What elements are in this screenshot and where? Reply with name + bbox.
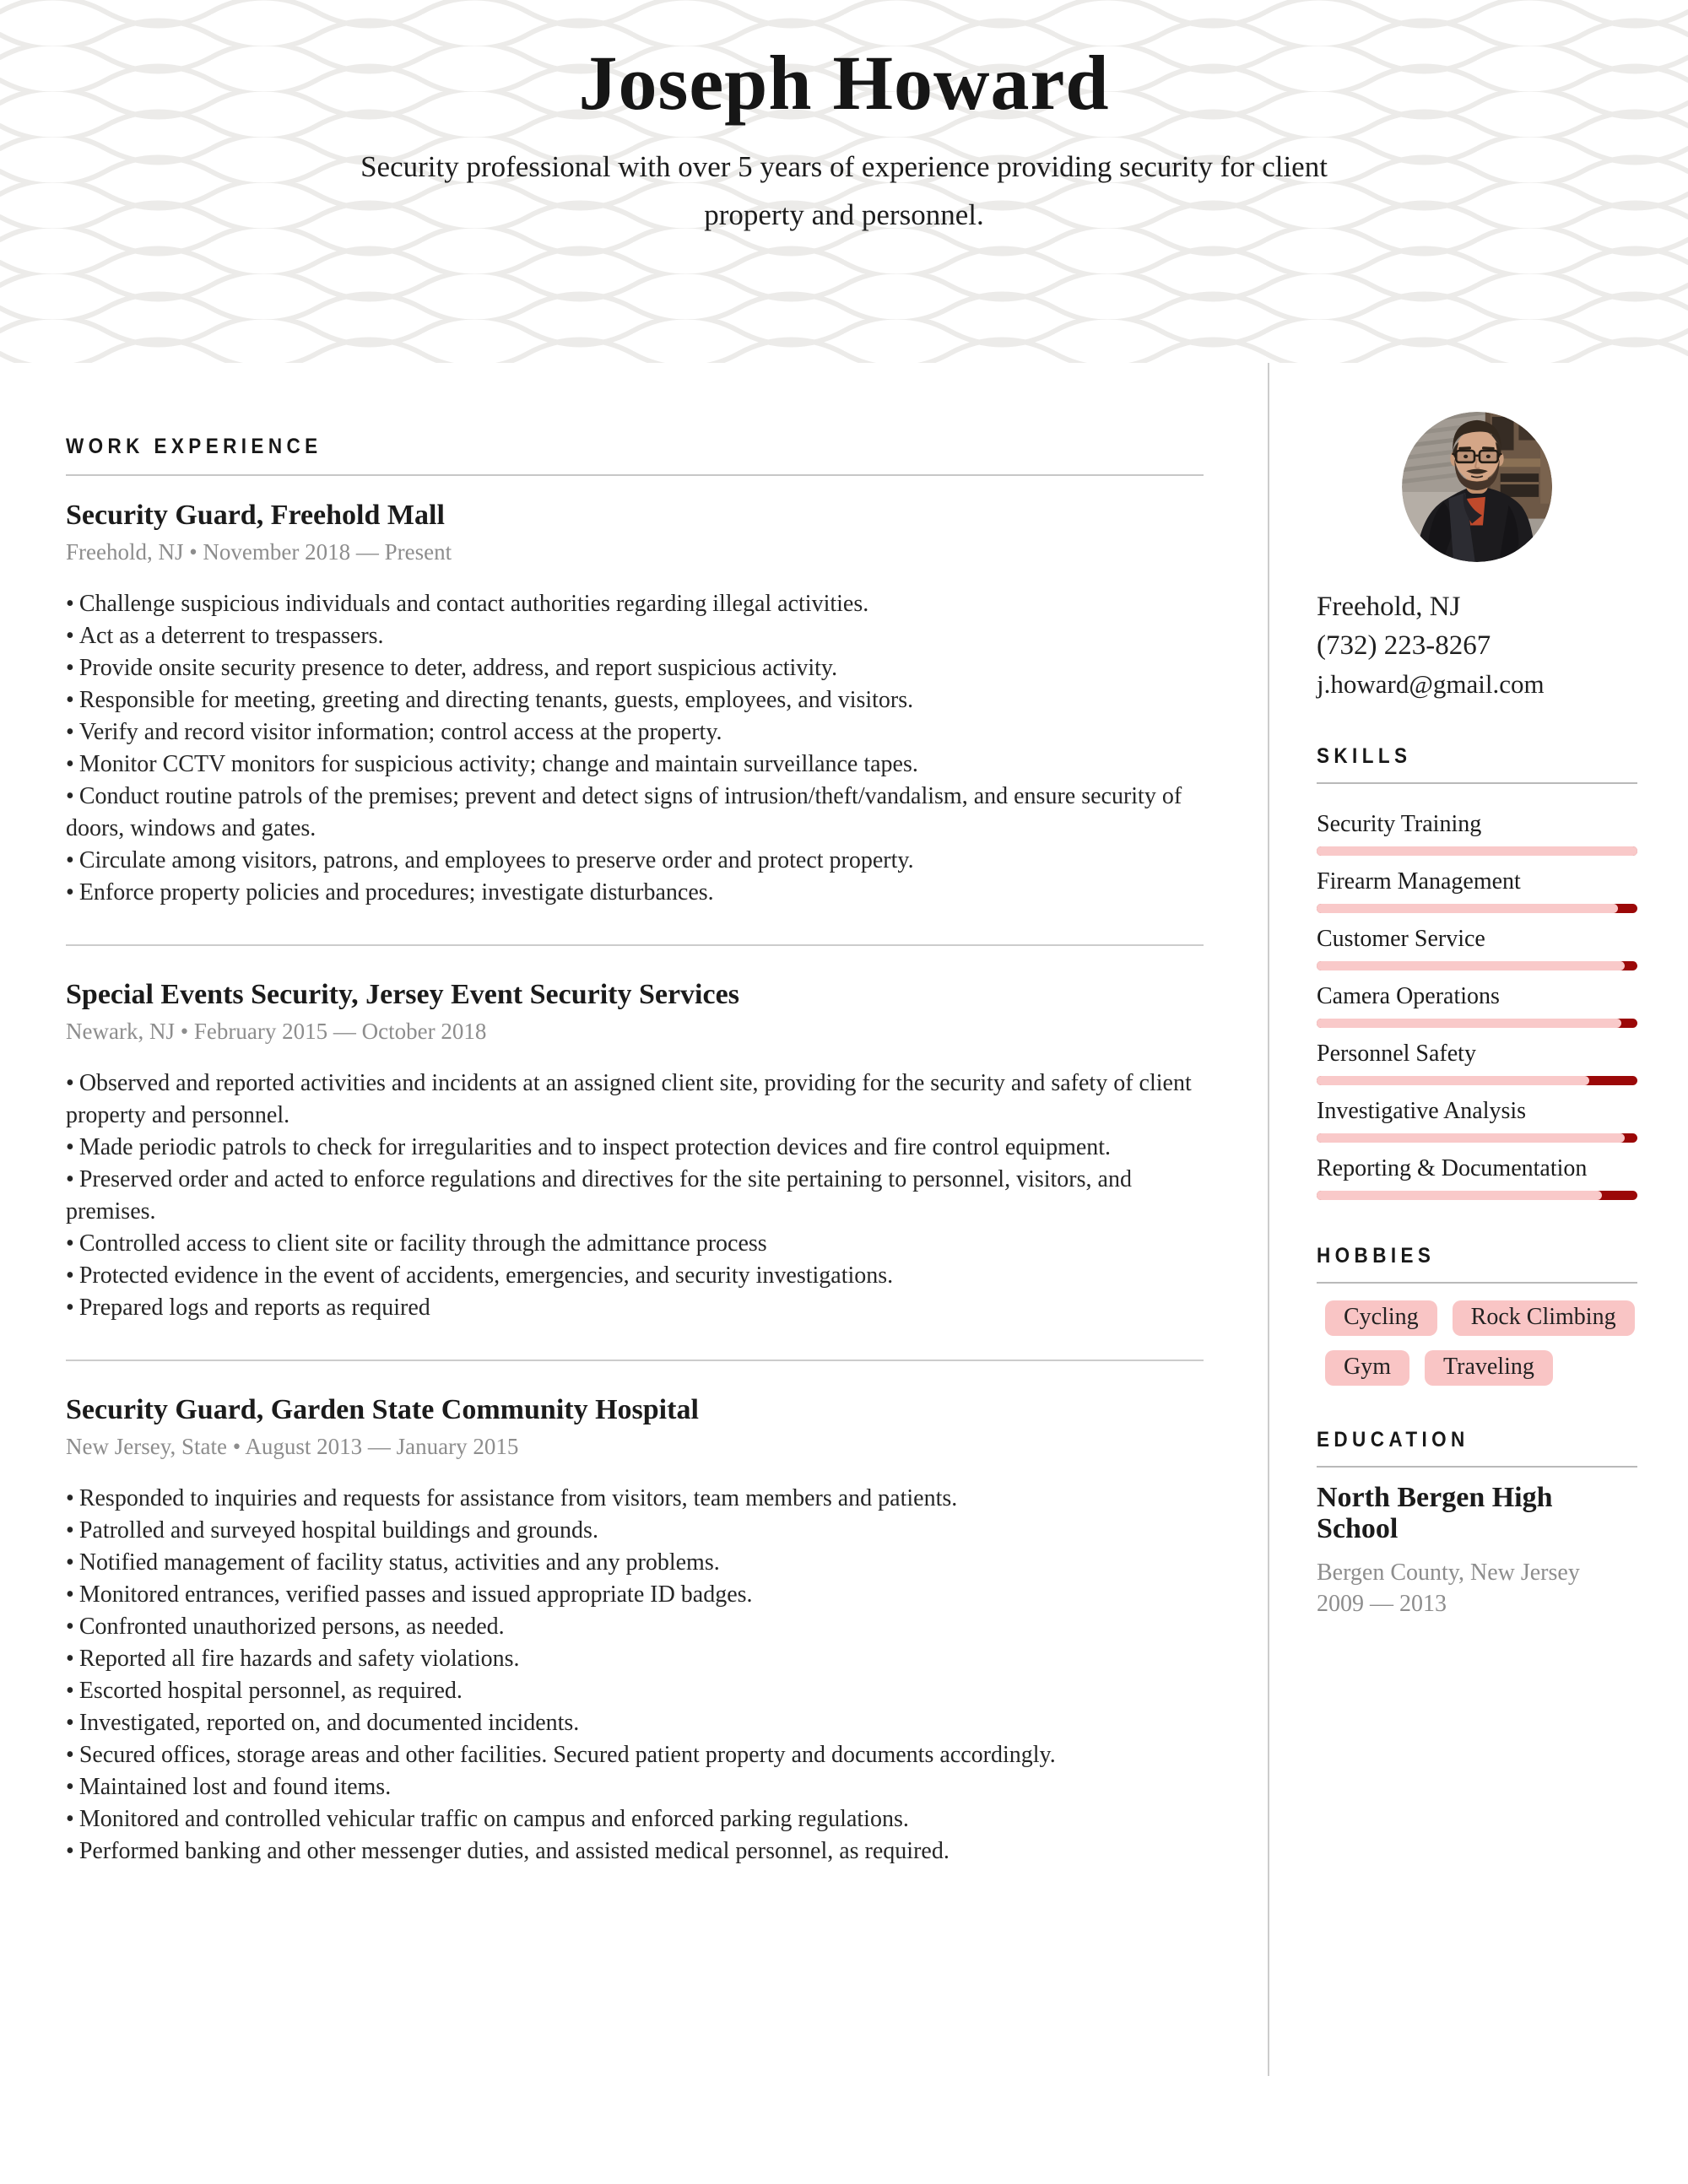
avatar-wrap — [1317, 412, 1637, 562]
skill-label: Reporting & Documentation — [1317, 1155, 1588, 1181]
hobbies-header — [1317, 1244, 1637, 1284]
skill-bar — [1317, 961, 1637, 970]
hobby-tags — [1325, 1300, 1637, 1386]
bullet-text: Made periodic patrols to check for irregularities and to inspect protection devices and fire control equipment. — [78, 1134, 1112, 1161]
contact-location: Freehold, NJ — [1317, 592, 1461, 622]
bullet-marker: • — [66, 591, 74, 618]
job-bullets — [66, 1483, 1204, 1868]
bullet-item — [66, 1515, 1204, 1547]
jobs — [66, 499, 1204, 1868]
skill-bar-fill — [1317, 1191, 1602, 1200]
bullet-marker: • — [66, 1134, 74, 1161]
education-header — [1317, 1428, 1637, 1468]
bullet-item — [66, 1292, 1204, 1324]
bullet-text: Reported all fire hazards and safety violations. — [78, 1646, 520, 1673]
bullet-marker: • — [66, 1230, 74, 1257]
bullet-marker: • — [66, 1838, 74, 1865]
bullet-marker: • — [66, 655, 74, 682]
work-experience-title: WORK EXPERIENCE — [66, 435, 322, 458]
bullet-text: Challenge suspicious individuals and contact authorities regarding illegal activities. — [78, 591, 869, 618]
bullet-text: Patrolled and surveyed hospital buildings and grounds. — [78, 1517, 598, 1544]
bullet-marker: • — [66, 1710, 74, 1737]
bullet-item — [66, 1228, 1204, 1260]
bullet-item — [66, 652, 1204, 684]
tagline-line: property and personnel. — [704, 197, 984, 231]
job-meta: New Jersey, State • August 2013 — January 2015 — [66, 1434, 519, 1460]
bullet-marker: • — [66, 1646, 74, 1673]
tagline-line: Security professional with over 5 years of experience providing security for client — [360, 150, 1328, 183]
education-title: EDUCATION — [1317, 1428, 1469, 1451]
bullet-item — [66, 1611, 1204, 1643]
content — [0, 363, 1688, 2076]
bullet-text: Act as a deterrent to trespassers. — [78, 623, 384, 650]
skill-row — [1317, 1096, 1637, 1143]
skill-bar-fill — [1317, 904, 1618, 913]
skill-bar — [1317, 846, 1637, 856]
bullet-text: Circulate among visitors, patrons, and employees to preserve order and protect property. — [78, 847, 914, 874]
bullet-item — [66, 684, 1204, 716]
bullet-marker: • — [66, 1517, 74, 1544]
skill-bar-fill — [1317, 1076, 1589, 1085]
bullet-marker: • — [66, 1262, 74, 1289]
bullet-text: Provide onsite security presence to deter, address, and report suspicious activity. — [78, 655, 838, 682]
job-title: Security Guard, Freehold Mall — [66, 500, 445, 531]
bullet-item — [66, 1835, 1204, 1868]
job-divider — [66, 944, 1204, 946]
bullet-item — [66, 1739, 1204, 1771]
skills-title: SKILLS — [1317, 744, 1412, 768]
education-dates: 2009 — 2013 — [1317, 1590, 1447, 1617]
skill-bar-fill — [1317, 961, 1625, 970]
job-meta: Freehold, NJ • November 2018 — Present — [66, 539, 452, 565]
bullet-text: Monitored and controlled vehicular traffic on campus and enforced parking regulations. — [78, 1806, 909, 1833]
job-divider — [66, 1360, 1204, 1361]
bullet-marker: • — [66, 1742, 74, 1769]
bullet-item — [66, 1675, 1204, 1707]
bullet-marker: • — [66, 1166, 74, 1193]
tagline — [0, 143, 1688, 239]
hobbies-title: HOBBIES — [1317, 1244, 1436, 1268]
skill-bar — [1317, 1019, 1637, 1028]
contact-phone: (732) 223-8267 — [1317, 630, 1491, 661]
skills-header — [1317, 744, 1637, 784]
education-school: North Bergen High School — [1317, 1482, 1553, 1545]
skill-label: Personnel Safety — [1317, 1041, 1476, 1067]
skill-row — [1317, 981, 1637, 1028]
sidebar — [1268, 363, 1639, 2076]
bullet-text: Confronted unauthorized persons, as needed. — [78, 1614, 505, 1641]
skill-row — [1317, 1039, 1637, 1085]
bullet-text: Protected evidence in the event of accidents, emergencies, and security investigations. — [78, 1262, 894, 1289]
bullet-text: Notified management of facility status, activities and any problems. — [78, 1549, 720, 1576]
bullet-text: Monitored entrances, verified passes and issued appropriate ID badges. — [78, 1581, 753, 1608]
bullet-item — [66, 1579, 1204, 1611]
hobby-tag: Gym — [1325, 1350, 1409, 1386]
profile-photo — [1402, 412, 1552, 562]
contact-email[interactable]: j.howard@gmail.com — [1317, 669, 1545, 699]
skill-label: Security Training — [1317, 811, 1482, 837]
bullet-text: Enforce property policies and procedures; investigate disturbances. — [78, 879, 714, 906]
bullet-item — [66, 1771, 1204, 1803]
bullet-text: Monitor CCTV monitors for suspicious activity; change and maintain surveillance tapes. — [78, 751, 918, 778]
bullet-marker: • — [66, 1485, 74, 1512]
bullet-item — [66, 1547, 1204, 1579]
work-experience-header — [66, 435, 1204, 476]
bullet-item — [66, 588, 1204, 620]
bullet-marker: • — [66, 623, 74, 650]
bullet-item — [66, 1068, 1204, 1132]
bullet-marker: • — [66, 879, 74, 906]
job-entry — [66, 978, 1204, 1324]
bullet-item — [66, 1164, 1204, 1228]
skill-row — [1317, 809, 1637, 856]
bullet-item — [66, 1643, 1204, 1675]
bullet-item — [66, 877, 1204, 909]
skill-bar — [1317, 1076, 1637, 1085]
education-location: Bergen County, New Jersey — [1317, 1559, 1580, 1586]
bullet-text: Verify and record visitor information; control access at the property. — [78, 719, 722, 746]
education-meta — [1317, 1557, 1637, 1619]
skill-label: Customer Service — [1317, 926, 1485, 952]
bullet-marker: • — [66, 1806, 74, 1833]
bullet-marker: • — [66, 783, 74, 810]
skill-row — [1317, 867, 1637, 913]
header — [0, 0, 1688, 363]
work-experience-section — [0, 363, 1268, 2076]
bullet-marker: • — [66, 1678, 74, 1705]
job-bullets — [66, 588, 1204, 909]
page-title: Joseph Howard — [578, 40, 1110, 126]
bullet-text: Observed and reported activities and incidents at an assigned client site, providing for the security and safety of client property and personnel. — [66, 1070, 1192, 1129]
job-title: Security Guard, Garden State Community Hospital — [66, 1394, 699, 1426]
bullet-text: Responsible for meeting, greeting and directing tenants, guests, employees, and visitors. — [78, 687, 914, 714]
bullet-text: Escorted hospital personnel, as required. — [78, 1678, 463, 1705]
job-entry — [66, 499, 1204, 909]
hobby-tag: Rock Climbing — [1453, 1300, 1635, 1336]
bullet-text: Conduct routine patrols of the premises; prevent and detect signs of intrusion/theft/vandalism, and ensure security of doors, windows and gates. — [66, 783, 1182, 842]
bullet-text: Preserved order and acted to enforce regulations and directives for the site pertaining to personnel, visitors, and premises. — [66, 1166, 1132, 1225]
bullet-item — [66, 716, 1204, 749]
bullet-marker: • — [66, 1070, 74, 1097]
bullet-item — [66, 1260, 1204, 1292]
skill-label: Firearm Management — [1317, 868, 1521, 895]
hobbies-section — [1317, 1244, 1637, 1386]
job-bullets — [66, 1068, 1204, 1324]
bullet-item — [66, 845, 1204, 877]
bullet-text: Investigated, reported on, and documented incidents. — [78, 1710, 580, 1737]
bullet-item — [66, 1132, 1204, 1164]
bullet-item — [66, 620, 1204, 652]
skill-bar-fill — [1317, 1019, 1621, 1028]
bullet-marker: • — [66, 1581, 74, 1608]
bullet-text: Secured offices, storage areas and other facilities. Secured patient property and documents accordingly. — [78, 1742, 1056, 1769]
bullet-marker: • — [66, 719, 74, 746]
bullet-text: Prepared logs and reports as required — [78, 1295, 430, 1322]
bullet-item — [66, 749, 1204, 781]
bullet-marker: • — [66, 1549, 74, 1576]
skills-section — [1317, 744, 1637, 1200]
job-title: Special Events Security, Jersey Event Security Services — [66, 979, 739, 1011]
skill-label: Investigative Analysis — [1317, 1098, 1527, 1124]
bullet-marker: • — [66, 1614, 74, 1641]
bullet-text: Controlled access to client site or facility through the admittance process — [78, 1230, 767, 1257]
bullet-item — [66, 781, 1204, 845]
skill-bar-fill — [1317, 846, 1637, 856]
job-meta: Newark, NJ • February 2015 — October 2018 — [66, 1019, 487, 1045]
bullet-marker: • — [66, 1774, 74, 1801]
bullet-text: Performed banking and other messenger duties, and assisted medical personnel, as required. — [78, 1838, 950, 1865]
bullet-marker: • — [66, 751, 74, 778]
skill-bar — [1317, 1191, 1637, 1200]
job-entry — [66, 1393, 1204, 1868]
skills-list — [1317, 809, 1637, 1200]
bullet-text: Responded to inquiries and requests for assistance from visitors, team members and patients. — [78, 1485, 958, 1512]
skill-row — [1317, 924, 1637, 970]
skill-bar — [1317, 1133, 1637, 1143]
hobby-tag: Cycling — [1325, 1300, 1437, 1336]
contact-block — [1317, 587, 1637, 704]
bullet-text: Maintained lost and found items. — [78, 1774, 392, 1801]
skill-label: Camera Operations — [1317, 983, 1500, 1009]
bullet-marker: • — [66, 1295, 74, 1322]
hobby-tag: Traveling — [1425, 1350, 1553, 1386]
bullet-item — [66, 1483, 1204, 1515]
skill-bar — [1317, 904, 1637, 913]
skill-row — [1317, 1154, 1637, 1200]
bullet-item — [66, 1707, 1204, 1739]
education-section — [1317, 1428, 1637, 1619]
bullet-marker: • — [66, 687, 74, 714]
skill-bar-fill — [1317, 1133, 1625, 1143]
bullet-marker: • — [66, 847, 74, 874]
bullet-item — [66, 1803, 1204, 1835]
